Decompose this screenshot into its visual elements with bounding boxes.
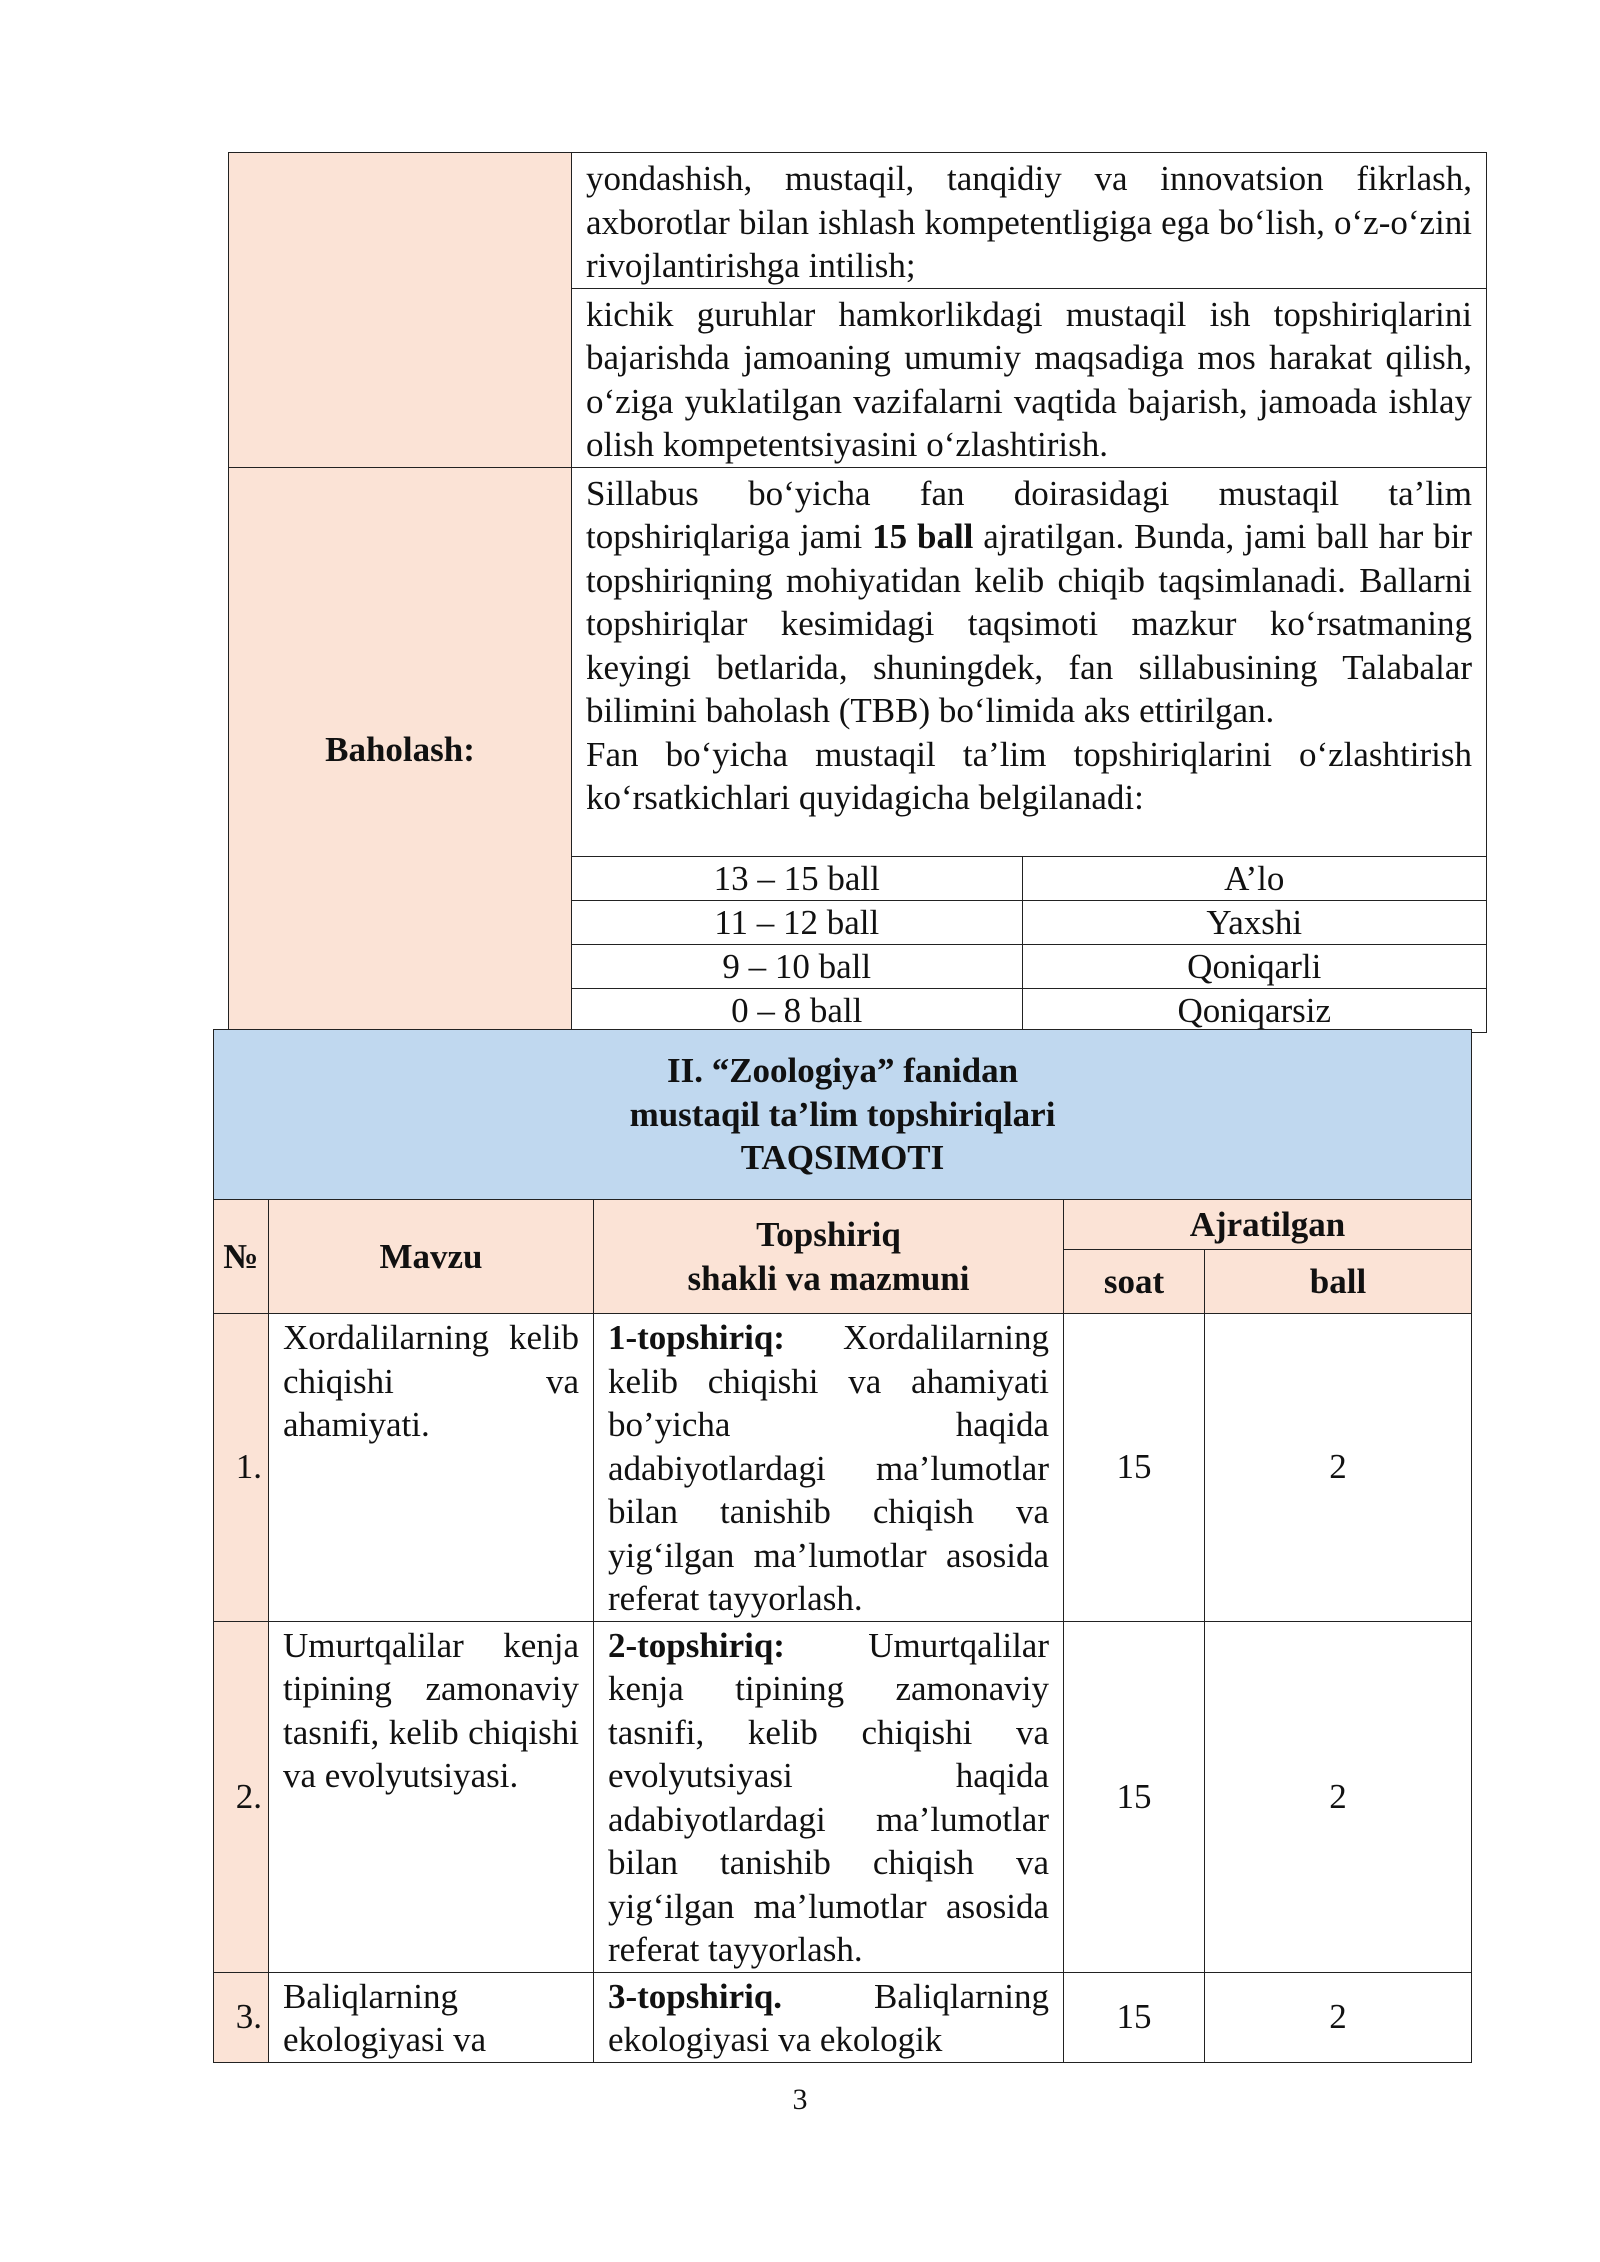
grade-range: 13 – 15 ball [572, 856, 1022, 900]
page-number: 3 [792, 2083, 808, 2116]
row-points: 2 [1205, 1972, 1472, 2062]
row-hours: 15 [1064, 1314, 1205, 1622]
competency-assessment-table [228, 152, 1487, 1033]
task-text: Umurtqalilar kenja tipining zamonaviy tasnifi, kelib chiqishi va evolyutsiyasi haqida adabiyotlardagi ma’lumotlar bilan tanishib chiqish va yig‘ilgan ma’lumotlar asosida referat tayyorlash. [608, 1625, 1049, 1969]
row-task [594, 1314, 1064, 1622]
table-row [214, 1314, 1472, 1622]
task-distribution-table [213, 1029, 1472, 2063]
task-text: Xordalilarning kelib chiqishi va ahamiyati bo’yicha haqida adabiyotlardagi ma’lumotlar bilan tanishib chiqish va yig‘ilgan ma’lumotlar asosida referat tayyorlash. [608, 1318, 1049, 1618]
row-number: 3. [214, 1972, 269, 2062]
header-hours: soat [1064, 1250, 1205, 1314]
competency-text-2: kichik guruhlar hamkorlikdagi mustaqil ish topshiriqlarini bajarishda jamoaning umumiy maqsadiga mos harakat qilish, o‘ziga yuklatilgan vazifalarni vaqtida bajarish, jamoada ishlay olish kompetentsiyasini o‘zlashtirish. [572, 288, 1487, 467]
row-points: 2 [1205, 1314, 1472, 1622]
task-label: 2-topshiriq: [608, 1625, 785, 1665]
table-row [214, 1972, 1472, 2062]
grade-range: 11 – 12 ball [572, 900, 1022, 944]
grade-row [572, 900, 1486, 944]
grade-name: Yaxshi [1022, 900, 1486, 944]
assessment-text-part-1: Sillabus bo‘yicha fan doirasidagi mustaqil ta’lim topshiriqlariga jami [586, 473, 1472, 556]
row-topic: Baliqlarning ekologiyasi va [269, 1972, 594, 2062]
task-label: 1-topshiriq: [608, 1318, 785, 1357]
row-topic: Umurtqalilar kenja tipining zamonaviy tasnifi, kelib chiqishi va evolyutsiyasi. [269, 1621, 594, 1972]
header-points: ball [1205, 1250, 1472, 1314]
row-hours: 15 [1064, 1972, 1205, 2062]
header-topic: Mavzu [269, 1200, 594, 1314]
row-topic: Xordalilarning kelib chiqishi va ahamiyati. [269, 1314, 594, 1622]
assessment-text-indicators: Fan bo‘yicha mustaqil ta’lim topshiriqlarini o‘zlashtirish ko‘rsatkichlari quyidagicha belgilanadi: [586, 734, 1472, 817]
row-number: 1. [214, 1314, 269, 1622]
title-line-2: mustaqil ta’lim topshiriqlari [629, 1094, 1056, 1134]
grade-range: 0 – 8 ball [572, 988, 1022, 1032]
grade-row [572, 988, 1486, 1032]
row-task [594, 1972, 1064, 2062]
grade-name: Qoniqarsiz [1022, 988, 1486, 1032]
row-task [594, 1621, 1064, 1972]
assessment-label: Baholash: [229, 467, 572, 1032]
row-points: 2 [1205, 1621, 1472, 1972]
assessment-cell [572, 467, 1487, 1032]
grade-scale-table [572, 856, 1486, 1032]
grade-row [572, 944, 1486, 988]
assessment-total-points: 15 ball [872, 517, 974, 556]
competency-text-1: yondashish, mustaqil, tanqidiy va innovatsion fikrlash, axborotlar bilan ishlash kompetentligiga ega bo‘lish, o‘z-o‘zini rivojlantirishga intilish; [572, 153, 1487, 289]
title-line-1: II. “Zoologiya” fanidan [666, 1051, 1019, 1091]
task-text: Baliqlarning ekologiyasi va ekologik [608, 1976, 1049, 2059]
table-row [214, 1621, 1472, 1972]
empty-label-cell [229, 153, 572, 468]
title-line-3: TAQSIMOTI [740, 1138, 945, 1178]
header-number: № [214, 1200, 269, 1314]
grade-row [572, 856, 1486, 900]
header-task-line-1: Topshiriq [756, 1215, 901, 1254]
header-allocated: Ajratilgan [1064, 1200, 1472, 1250]
table-title [214, 1030, 1472, 1200]
row-hours: 15 [1064, 1621, 1205, 1972]
assessment-text-part-2: ajratilgan. Bunda, jami ball har bir topshiriqning mohiyatidan kelib chiqib taqsimlanadi. Ballarni topshiriqlar kesimidagi taqsimoti mazkur ko‘rsatmaning keyingi betlarida, shuningdek, fan sillabusining Talabalar bilimini baholash (TBB) bo‘limida aks ettirilgan. [586, 517, 1473, 730]
header-task [594, 1200, 1064, 1314]
header-task-line-2: shakli va mazmuni [687, 1258, 970, 1298]
grade-name: A’lo [1022, 856, 1486, 900]
grade-name: Qoniqarli [1022, 944, 1486, 988]
assessment-text [572, 468, 1486, 856]
task-label: 3-topshiriq. [608, 1976, 783, 2016]
row-number: 2. [214, 1621, 269, 1972]
grade-range: 9 – 10 ball [572, 944, 1022, 988]
